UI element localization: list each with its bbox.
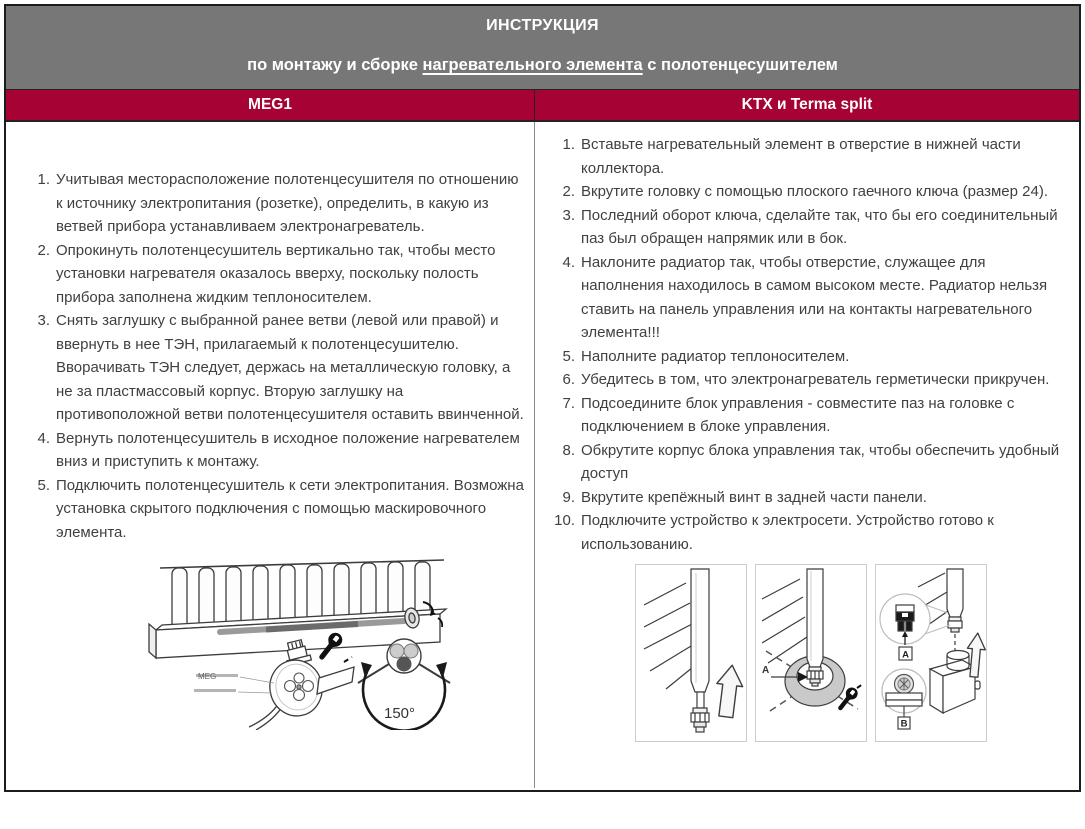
step-number: 4. [37,429,50,447]
step-text: Убедитесь в том, что электронагреватель герметически прикручен. [581,371,1050,388]
instruction-step [551,204,1069,251]
step-text: Вставьте нагревательный элемент в отверстие в нижней части коллектора. [581,136,1021,177]
page-title: ИНСТРУКЦИЯ [486,17,599,34]
step-text: Подключить полотенцесушитель к сети электропитания. Возможна установка скрытого подключения с помощью маскировочного элемента. [56,476,524,541]
tighten-head-diagram [756,565,866,741]
step-text: Наклоните радиатор так, чтобы отверстие, служащее для наполнения находилось в самом высоком месте. Радиатор нельзя ставить на панель управления или на контакты нагревательного элемента!!! [581,253,1048,341]
ktx-steps-list [551,133,1069,556]
meg1-steps-list [30,168,526,544]
panel-tighten-head [755,564,867,742]
step-text: Учитывая месторасположение полотенцесушителя по отношению к источнику электропитания (розетке), определить, в какую из ветвей прибора устанавливаем электронагреватель. [56,171,519,235]
ktx-diagram-panels [635,564,1069,742]
instruction-step [551,439,1069,486]
meg1-column [6,122,535,788]
subtitle-underlined: нагревательного элемента [422,56,643,74]
meg-model-label: MEG [198,672,217,681]
step-text: Вкрутите головку с помощью плоского гаечного ключа (размер 24). [581,183,1049,200]
panel-insert-element [635,564,747,742]
column-headers-row [6,90,1079,122]
attach-control-unit-diagram [876,565,986,741]
instruction-step [30,168,526,239]
step-number: 2. [37,241,50,259]
panel-attach-control-unit [875,564,987,742]
instruction-step [30,309,526,427]
step-text: Обкрутите корпус блока управления так, чтобы обеспечить удобный доступ [581,441,1060,482]
instruction-step [551,345,1069,369]
instruction-step [551,180,1069,204]
instruction-step [551,368,1069,392]
subtitle-prefix: по монтажу и сборке [247,56,423,74]
step-number: 3. [37,312,50,329]
step-number: 7. [562,394,575,412]
step-number: 8. [562,441,575,459]
instruction-step [551,133,1069,180]
step-text: Опрокинуть полотенцесушитель вертикально так, чтобы место установки нагревателя оказалось вверху, поскольку полость прибора заполнена жидким теплоносителем. [56,241,496,306]
step-text: Подсоедините блок управления - совместите паз на головке с подключением в блоке управления. [581,394,1015,435]
column-header-ktx-terma: KTX и Terma split [741,96,873,113]
instruction-step [30,239,526,310]
step-text: Подключите устройство к электросети. Устройство готово к использованию. [581,512,994,553]
detail-label-a: A [902,649,909,661]
document-header [6,6,1079,90]
step-number: 2. [562,183,575,200]
step-number: 5. [562,347,575,365]
step-number: 6. [562,371,575,388]
instruction-step [30,474,526,545]
table-body [6,122,1079,788]
step-number: 10. [554,512,575,529]
step-text: Снять заглушку с выбранной ранее ветви (левой или правой) и ввернуть в нее ТЭН, прилагаемый к полотенцесушителю. Вворачивать ТЭН следует, держась на металлическую головку, а не за пластмассовый корпус. Вторую заглушку на противоположной ветви полотенцесушителя оставить ввинченной. [56,312,524,423]
step-number: 3. [562,206,575,224]
step-text: Наполните радиатор теплоносителем. [581,347,850,365]
instruction-step [551,509,1069,556]
instruction-table [4,4,1081,792]
step-number: 9. [562,488,575,506]
step-text: Вернуть полотенцесушитель в исходное положение нагревателем вниз и приступить к монтажу. [56,429,520,470]
step-number: 1. [37,171,50,188]
detail-label-b: B [900,718,908,730]
insert-element-diagram [636,565,746,741]
rotation-angle-label: 150° [384,705,416,722]
meg1-assembly-diagram [146,552,456,730]
instruction-step [30,427,526,474]
step-text: Вкрутите крепёжный винт в задней части панели. [581,488,927,506]
step-text: Последний оборот ключа, сделайте так, что бы его соединительный паз был обращен напрямик или в бок. [581,206,1058,247]
step-number: 5. [37,476,50,494]
ktx-column [535,122,1079,788]
column-header-meg1: MEG1 [6,90,535,120]
document-subtitle [6,56,1079,75]
subtitle-suffix: с полотенцесушителем [642,56,838,74]
step-number: 1. [562,136,575,153]
groove-label-a: A [762,665,770,676]
step-number: 4. [562,253,575,271]
instruction-step [551,251,1069,345]
instruction-step [551,392,1069,439]
instruction-step [551,486,1069,510]
